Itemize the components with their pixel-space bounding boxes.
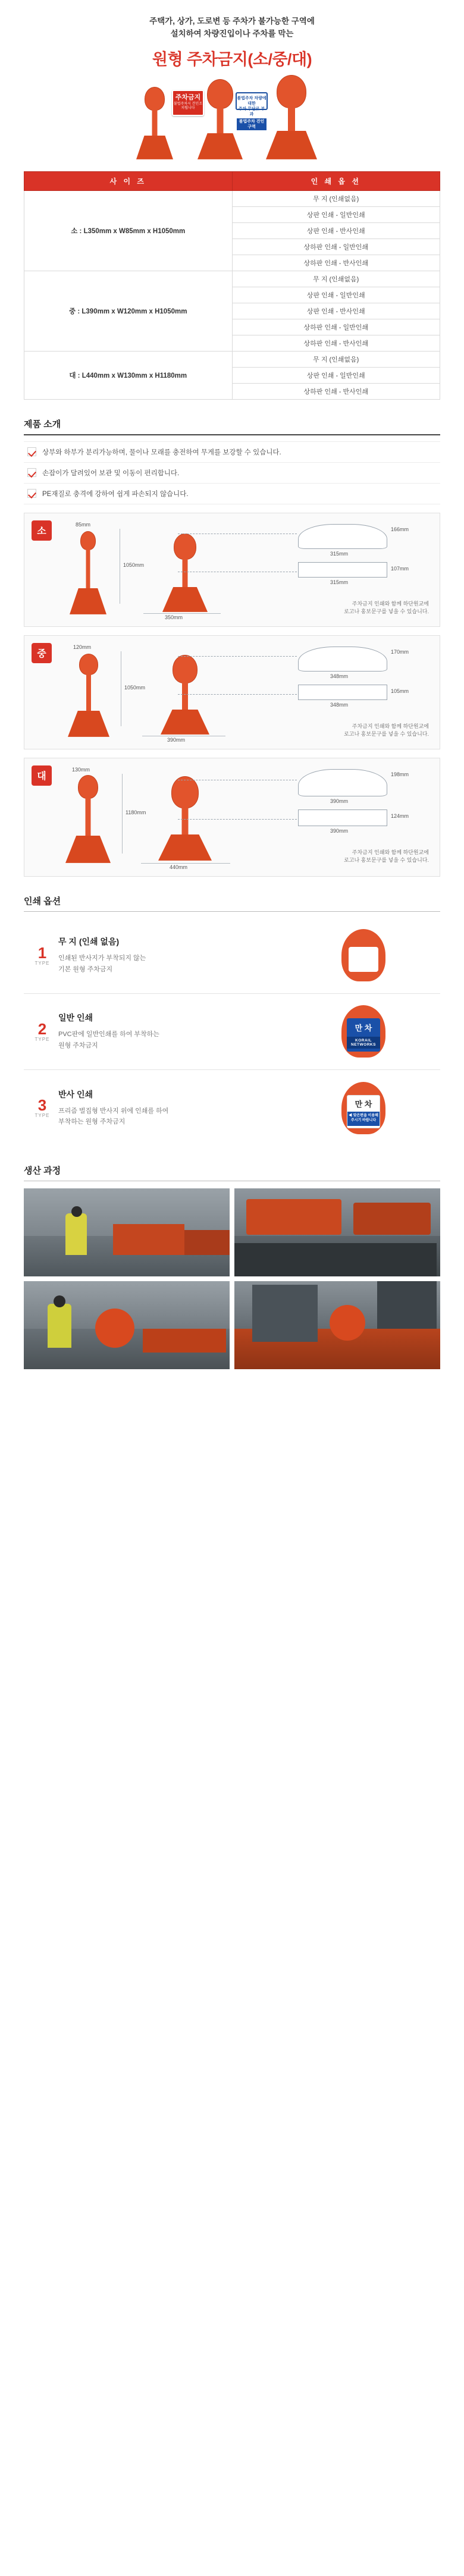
- note-line1: 주차금지 인쇄와 함께 하단원교에: [352, 849, 429, 855]
- column-header-print-option: 인 쇄 옵 션: [232, 171, 440, 190]
- process-photo-3: [24, 1281, 230, 1369]
- photo-product-stack: [184, 1230, 230, 1255]
- sign-towing-blue: [236, 92, 268, 130]
- list-item: [24, 463, 440, 484]
- option-text: [58, 1012, 289, 1051]
- callout-line: [178, 694, 297, 695]
- cone-head: [171, 776, 199, 808]
- process-photo-4: [234, 1281, 440, 1369]
- product-head-plain: [341, 929, 385, 981]
- hero-header: [0, 0, 464, 73]
- dim-head-width: 120mm: [73, 644, 92, 650]
- product-cone-large: [256, 75, 327, 159]
- option-cell: 상판 인쇄 - 일반인쇄: [232, 206, 440, 222]
- cone-base: [197, 133, 243, 159]
- dim-base-width: 390mm: [167, 736, 186, 743]
- list-item: [24, 484, 440, 504]
- callout-line: [178, 656, 297, 657]
- option-desc-line2: 부착하는 원형 주차금지: [58, 1118, 126, 1126]
- print-panel-bottom: [298, 809, 387, 826]
- option-cell: 상하판 인쇄 - 반사인쇄: [232, 255, 440, 271]
- print-panel-bottom: [298, 562, 387, 578]
- size-large: 대 : L440mm x W130mm x H1180mm: [24, 351, 233, 399]
- photo-machine: [377, 1281, 437, 1329]
- print-option-1: [24, 918, 440, 994]
- cone-head: [79, 654, 98, 675]
- option-description: [58, 1106, 289, 1128]
- diagram-product: [152, 534, 218, 612]
- option-desc-line1: 프리즘 벌집형 반사지 위에 인쇄를 하여: [58, 1107, 169, 1115]
- sign-blue-line2: 주차 무단료 부과: [238, 107, 265, 117]
- panel-bottom-width: 390mm: [330, 827, 349, 834]
- print-panel-blue: [347, 1018, 380, 1052]
- panel-top-width: 348mm: [330, 673, 349, 679]
- panel-brand-text: KORAIL NETWORKS: [347, 1037, 380, 1049]
- option-number-value: 3: [37, 1096, 47, 1115]
- diagram-large: [24, 758, 440, 877]
- diagram-small: [24, 513, 440, 627]
- option-cell: 상하판 인쇄 - 일반인쇄: [232, 239, 440, 255]
- cone-base: [65, 836, 111, 863]
- option-visual: [289, 1005, 438, 1058]
- print-panel-bottom: [298, 685, 387, 700]
- cone-stem: [183, 557, 188, 592]
- panel-sub-banner: [347, 1112, 380, 1126]
- cone-base: [68, 711, 109, 737]
- callout-line: [178, 819, 297, 820]
- diagram-silhouette: [59, 654, 118, 737]
- option-description: [58, 953, 289, 975]
- photo-machine: [252, 1285, 318, 1342]
- option-cell: 무 지 (인쇄없음): [232, 271, 440, 287]
- option-number: [26, 1097, 58, 1118]
- dim-head-width: 85mm: [76, 521, 91, 528]
- cone-head: [145, 87, 165, 111]
- option-visual: [289, 1082, 438, 1134]
- panel-sub-line2: 주시기 바랍니다: [350, 1118, 377, 1122]
- option-cell: 상판 인쇄 - 일반인쇄: [232, 287, 440, 303]
- option-cell: 상판 인쇄 - 일반인쇄: [232, 367, 440, 383]
- print-option-2: [24, 994, 440, 1070]
- check-icon: [27, 447, 36, 456]
- panel-sub-line1: ◀ 맞은편을 이용해: [349, 1114, 378, 1118]
- table-row: [24, 190, 440, 206]
- sign-red-main: 주차금지: [175, 93, 201, 101]
- option-cell: 상하판 인쇄 - 반사인쇄: [232, 383, 440, 399]
- diagram-medium: [24, 635, 440, 749]
- photo-machine: [234, 1243, 437, 1276]
- panel-top-height: 170mm: [391, 648, 409, 655]
- panel-bottom-height: 124mm: [391, 812, 409, 819]
- diagram-note: [344, 849, 429, 865]
- cone-head: [207, 79, 233, 109]
- cone-base: [136, 136, 173, 159]
- cone-head: [174, 534, 196, 560]
- feature-list: [24, 441, 440, 504]
- check-icon: [27, 489, 36, 498]
- sign-red-sub: 불법주차시 견인조치됩니다: [173, 102, 203, 111]
- photo-product-rack: [353, 1203, 431, 1235]
- panel-bottom-width: 315mm: [330, 579, 349, 585]
- option-number-value: 2: [37, 1019, 47, 1038]
- table-row: [24, 351, 440, 367]
- option-desc-line2: 원형 주차금지: [58, 1041, 98, 1049]
- dim-height: 1050mm: [123, 561, 145, 568]
- diagram-product: [148, 776, 222, 861]
- option-type-label: TYPE: [35, 1036, 50, 1042]
- page-title: 원형 주차금지(소/중/대): [152, 50, 312, 68]
- size-badge-medium: 중: [32, 643, 52, 663]
- cone-base: [70, 588, 106, 614]
- dim-height: 1050mm: [124, 684, 146, 691]
- diagram-note: [344, 723, 429, 739]
- dim-height: 1180mm: [126, 809, 146, 815]
- print-panel-top: [298, 769, 387, 796]
- dim-base-width: 440mm: [170, 864, 188, 870]
- option-heading: 무 지 (인쇄 없음): [58, 937, 120, 947]
- note-line1: 주차금지 인쇄와 함께 하단원교에: [352, 723, 429, 729]
- photo-worker-head: [54, 1295, 65, 1307]
- product-head-reflective-print: [341, 1082, 385, 1134]
- photo-product-ball: [95, 1309, 134, 1348]
- cone-base: [161, 710, 209, 735]
- cone-stem: [86, 796, 91, 839]
- cone-stem: [152, 108, 158, 139]
- note-line1: 주차금지 인쇄와 함께 하단원교에: [352, 600, 429, 607]
- diagram-note: [344, 600, 429, 616]
- option-cell: 상하판 인쇄 - 일반인쇄: [232, 319, 440, 335]
- option-heading: 반사 인쇄: [58, 1089, 93, 1099]
- dim-guide-horizontal: [141, 863, 230, 864]
- sign-blue-line3: 불법주차 견인 구역: [237, 118, 267, 130]
- cone-stem: [182, 806, 189, 839]
- check-icon: [27, 468, 36, 477]
- hero-subtitle-line2: 설치하여 차량진입이나 주차를 막는: [170, 29, 294, 38]
- size-badge-small: 소: [32, 520, 52, 541]
- option-desc-line1: PVC판에 일반인쇄를 하여 부착하는: [58, 1031, 159, 1038]
- option-cell: 상판 인쇄 - 반사인쇄: [232, 222, 440, 239]
- panel-top-width: 315mm: [330, 550, 349, 557]
- photo-worker: [48, 1304, 71, 1348]
- diagram-silhouette: [57, 775, 120, 863]
- section-title-process: 생산 과정: [24, 1164, 440, 1181]
- table-header-row: [24, 171, 440, 190]
- cone-base: [162, 587, 208, 612]
- note-line2: 로고나 홍보문구를 넣을 수 있습니다.: [344, 857, 429, 864]
- option-desc-line1: 인쇄된 반사지가 부착되지 않는: [58, 955, 146, 962]
- photo-product-pile: [143, 1329, 226, 1353]
- panel-main-text: 만 차: [355, 1099, 372, 1109]
- process-photo-1: [24, 1188, 230, 1276]
- process-photo-2: [234, 1188, 440, 1276]
- photo-worker-head: [71, 1206, 82, 1217]
- option-cell: 상하판 인쇄 - 반사인쇄: [232, 335, 440, 351]
- list-item: [24, 441, 440, 463]
- feature-text: PE재질로 충격에 강하여 쉽게 파손되지 않습니다.: [42, 490, 189, 498]
- panel-bottom-width: 348mm: [330, 701, 349, 708]
- panel-top-height: 166mm: [391, 526, 409, 532]
- option-number: [26, 945, 58, 966]
- photo-product-ball: [330, 1305, 365, 1341]
- option-cell: 무 지 (인쇄없음): [232, 351, 440, 367]
- print-panel-top: [298, 524, 387, 549]
- option-text: [58, 1088, 289, 1128]
- option-number: [26, 1021, 58, 1042]
- photo-product-rack: [246, 1199, 341, 1235]
- section-title-intro: 제품 소개: [24, 418, 440, 435]
- option-visual: [289, 929, 438, 981]
- feature-text: 상부와 하부가 분리가능하며, 물이나 모래를 충전하여 무게를 보강할 수 있습니다.: [42, 448, 281, 456]
- cone-stem: [86, 548, 90, 591]
- product-head-standard-print: [341, 1005, 385, 1058]
- size-small: 소 : L350mm x W85mm x H1050mm: [24, 190, 233, 271]
- table-row: [24, 271, 440, 287]
- note-line2: 로고나 홍보문구를 넣을 수 있습니다.: [344, 731, 429, 738]
- feature-text: 손잡이가 달려있어 보관 및 이동이 편리합니다.: [42, 469, 180, 477]
- cone-base: [158, 834, 212, 861]
- process-photo-grid: [24, 1188, 440, 1369]
- hero-subtitle: [0, 15, 464, 40]
- size-badge-large: 대: [32, 765, 52, 786]
- dim-guide-horizontal: [143, 613, 221, 614]
- option-type-label: TYPE: [35, 1113, 50, 1119]
- dim-head-width: 130mm: [72, 766, 90, 773]
- diagram-product: [151, 655, 220, 735]
- size-medium: 중 : L390mm x W120mm x H1050mm: [24, 271, 233, 351]
- note-line2: 로고나 홍보문구를 넣을 수 있습니다.: [344, 608, 429, 615]
- option-text: [58, 936, 289, 975]
- cone-head: [277, 75, 306, 108]
- photo-product-stack: [113, 1224, 184, 1255]
- panel-bottom-height: 107mm: [391, 565, 409, 572]
- panel-main-text: 만 차: [355, 1024, 372, 1033]
- hero-product-image: [0, 77, 464, 163]
- option-cell: 상판 인쇄 - 반사인쇄: [232, 303, 440, 319]
- diagram-silhouette: [61, 531, 115, 614]
- dim-base-width: 350mm: [165, 614, 183, 620]
- option-number-value: 1: [37, 943, 47, 962]
- specification-table: [24, 171, 440, 400]
- sign-no-parking-red: [172, 90, 204, 116]
- print-option-3: [24, 1070, 440, 1146]
- print-panel-top: [298, 647, 387, 672]
- option-description: [58, 1029, 289, 1051]
- hero-subtitle-line1: 주택가, 상가, 도로변 등 주차가 불가능한 구역에: [149, 17, 315, 26]
- cone-stem: [86, 673, 91, 714]
- option-desc-line2: 기본 원형 주차금지: [58, 965, 113, 973]
- photo-worker: [65, 1213, 87, 1255]
- option-cell: 무 지 (인쇄없음): [232, 190, 440, 206]
- cone-stem: [182, 681, 188, 714]
- column-header-size: 사 이 즈: [24, 171, 233, 190]
- panel-top-width: 390mm: [330, 798, 349, 804]
- panel-top-height: 198mm: [391, 771, 409, 777]
- panel-bottom-height: 105mm: [391, 688, 409, 694]
- option-heading: 일반 인쇄: [58, 1013, 93, 1023]
- sign-blue-line1: 불법주차 차량에대한: [237, 96, 267, 106]
- dim-guide-vertical: [122, 774, 123, 854]
- option-type-label: TYPE: [35, 960, 50, 966]
- cone-head: [173, 655, 197, 683]
- cone-head: [78, 775, 98, 799]
- cone-base: [266, 131, 317, 159]
- section-title-print-options: 인쇄 옵션: [24, 895, 440, 912]
- print-panel-reflective: [347, 1095, 380, 1128]
